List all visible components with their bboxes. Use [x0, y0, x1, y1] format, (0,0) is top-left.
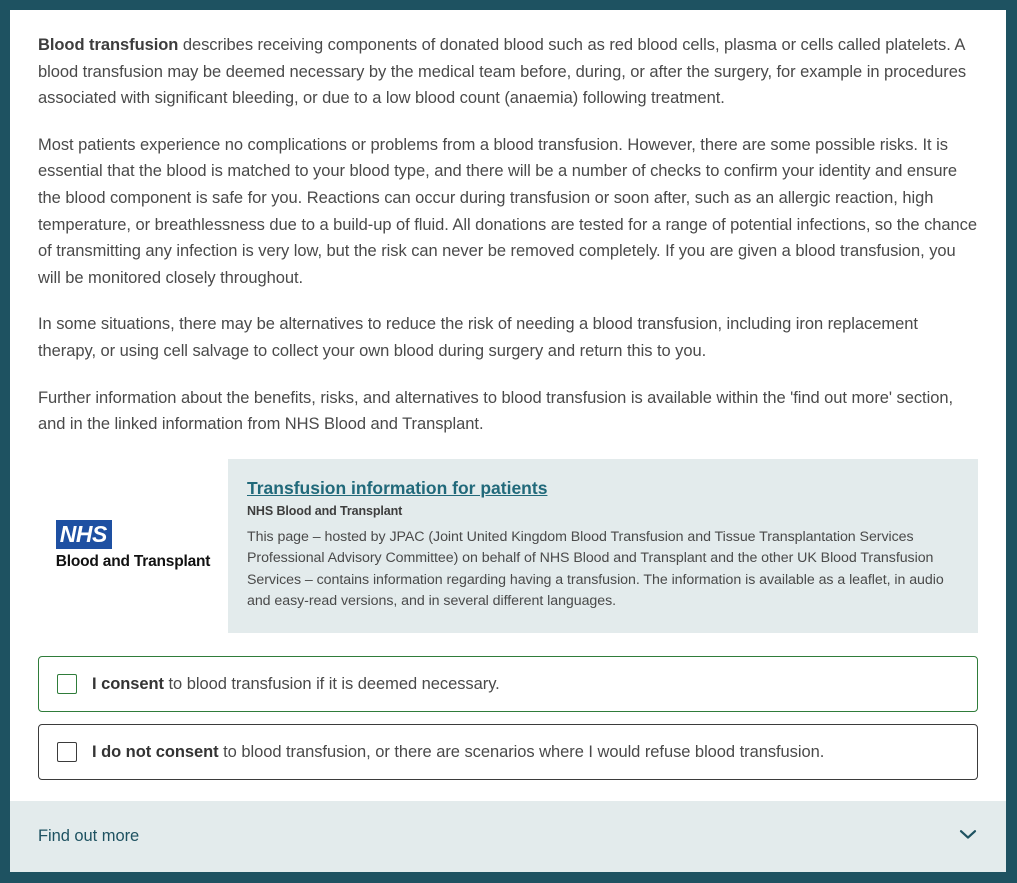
nhs-logo-mark: NHS: [56, 520, 112, 549]
paragraph-intro-rest: describes receiving components of donated blood such as red blood cells, plasma or cells called platelets. A blood transfusion may be deemed necessary by the medical team before, during, or after the surgery, for example in procedures associated with significant bleeding, or due to a low blood count (anaemia) following treatment.: [38, 36, 967, 108]
option-consent-rest: to blood transfusion if it is deemed necessary.: [163, 674, 500, 693]
nhs-logo-column: [38, 459, 228, 633]
card-body: [10, 10, 1006, 801]
find-out-more-accordion[interactable]: [10, 801, 1006, 872]
resource-link[interactable]: Transfusion information for patients: [247, 477, 548, 498]
paragraph-intro-lead: Blood transfusion: [38, 36, 179, 54]
option-consent-label: [92, 673, 500, 695]
option-do-not-consent-label: [92, 741, 824, 763]
resource-info-card: [228, 459, 978, 633]
option-consent-lead: I consent: [92, 674, 164, 693]
resource-description: This page – hosted by JPAC (Joint United Kingdom Blood Transfusion and Tissue Transplantation Services Professional Advisory Committee) on behalf of NHS Blood and Transplant and the other UK Blood Transfusion Services – contains information regarding having a transfusion. The information is available as a leaflet, in audio and easy-read versions, and in several different languages.: [247, 528, 944, 610]
consent-card: [10, 10, 1006, 872]
nhs-blood-and-transplant-logo: [56, 520, 210, 571]
consent-options: [38, 656, 978, 780]
paragraph-alternatives: In some situations, there may be alternatives to reduce the risk of needing a blood transfusion, including iron replacement therapy, or using cell salvage to collect your own blood during surgery and return this to you.: [38, 315, 918, 360]
nhs-logo-subtitle: Blood and Transplant: [55, 553, 211, 571]
checkbox-consent[interactable]: [57, 674, 77, 694]
option-do-not-consent-lead: I do not consent: [92, 742, 219, 761]
resource-link-block: [38, 459, 978, 633]
chevron-down-icon[interactable]: [956, 822, 980, 851]
checkbox-do-not-consent[interactable]: [57, 742, 77, 762]
paragraph-risks: Most patients experience no complications or problems from a blood transfusion. However, there are some possible risks. It is essential that the blood is matched to your blood type, and there will be a number of checks to confirm your identity and ensure the blood component is safe for you. Reactions can occur during transfusion or soon after, such as an allergic reaction, high temperature, or breathlessness due to a build-up of fluid. All donations are tested for a range of potential infections, so the chance of transmitting any infection is very low, but the risk can never be removed completely. If you are given a blood transfusion, you will be monitored closely throughout.: [38, 135, 977, 287]
option-consent[interactable]: [38, 656, 978, 712]
resource-source: NHS Blood and Transplant: [247, 503, 403, 518]
option-do-not-consent-rest: to blood transfusion, or there are scenarios where I would refuse blood transfusion.: [218, 742, 825, 761]
paragraph-intro: [38, 32, 978, 112]
option-do-not-consent[interactable]: [38, 724, 978, 780]
find-out-more-label: Find out more: [38, 827, 140, 845]
paragraph-further-info: Further information about the benefits, risks, and alternatives to blood transfusion is available within the 'find out more' section, and in the linked information from NHS Blood and Transplant.: [38, 388, 953, 434]
